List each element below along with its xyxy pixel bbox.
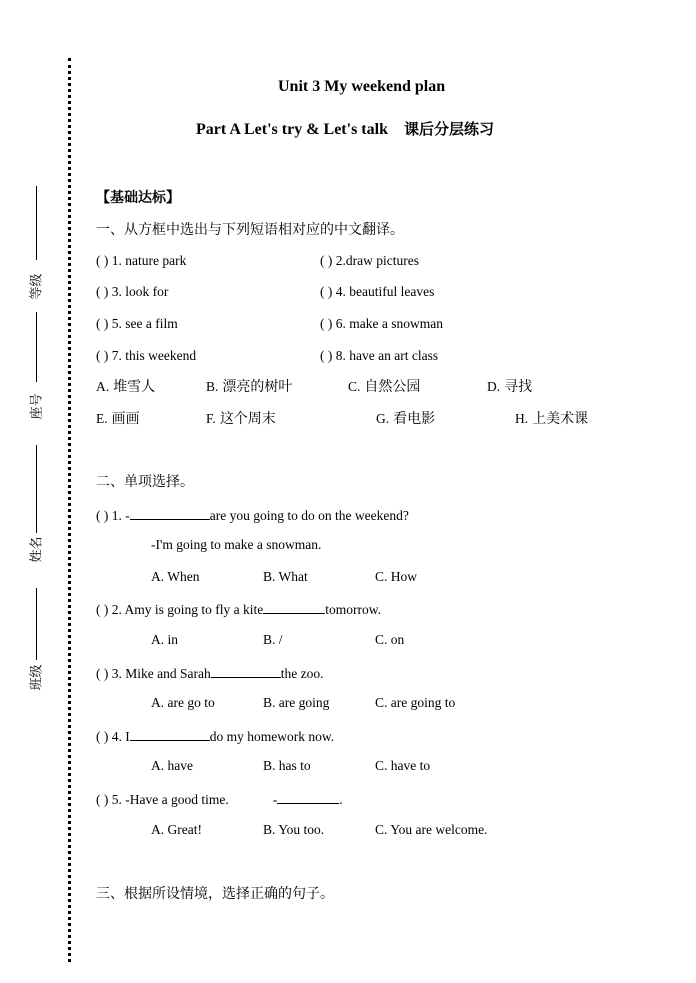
section2-heading: 二、单项选择。: [96, 474, 194, 490]
s2-q5-option-b: B. You too.: [263, 822, 325, 837]
s2-question-4: ( ) 4. I do my homework now.: [96, 729, 335, 744]
seat-label: 座号: [29, 393, 45, 420]
section3-heading: 三、根据所设情境，选择正确的句子。: [96, 886, 334, 902]
s1-item-1: ( ) 1. nature park: [96, 253, 187, 268]
s2-q5-option-c: C. You are welcome.: [375, 822, 488, 837]
s2-question-1-reply: -I'm going to make a snowman.: [151, 537, 322, 552]
s2-q2-option-c: C. on: [375, 632, 405, 647]
s1-option-c: C. 自然公园: [348, 379, 421, 395]
s1-option-f: F. 这个周末: [206, 411, 276, 427]
s1-option-b: B. 漂亮的树叶: [206, 379, 293, 395]
grade-label: 等级: [29, 273, 45, 300]
s2-q5-option-a: A. Great!: [151, 822, 202, 837]
subtitle-en: Part A Let's try & Let's talk: [196, 121, 388, 138]
subtitle-cn: 课后分层练习: [403, 120, 494, 138]
name-label: 姓名: [29, 536, 45, 563]
s2-q1-option-c: C. How: [375, 569, 418, 584]
s1-item-4: ( ) 4. beautiful leaves: [320, 284, 435, 299]
seat-blank-line: [36, 312, 37, 382]
basics-heading: 【基础达标】: [96, 190, 180, 206]
s2-q1-option-a: A. When: [151, 569, 200, 584]
class-label: 班级: [29, 664, 45, 691]
s1-item-3: ( ) 3. look for: [96, 284, 169, 299]
s1-item-2: ( ) 2.draw pictures: [320, 253, 419, 268]
s1-item-5: ( ) 5. see a film: [96, 316, 178, 331]
section1-heading: 一、从方框中选出与下列短语相对应的中文翻译。: [96, 222, 404, 238]
s2-q3-option-b: B. are going: [263, 695, 330, 710]
s2-q4-option-c: C. have to: [375, 758, 431, 773]
s1-option-g: G. 看电影: [376, 411, 436, 427]
s1-item-8: ( ) 8. have an art class: [320, 348, 439, 363]
answer-blank[interactable]: [211, 664, 281, 678]
answer-blank[interactable]: [130, 506, 210, 520]
s1-option-h: H. 上美术课: [515, 411, 589, 427]
s2-question-3: ( ) 3. Mike and Sarah the zoo.: [96, 666, 324, 681]
answer-blank[interactable]: [263, 600, 325, 614]
s2-q1-option-b: B. What: [263, 569, 308, 584]
answer-blank[interactable]: [130, 727, 210, 741]
binding-dotted-line: [68, 58, 72, 962]
page-title: Unit 3 My weekend plan: [278, 78, 446, 95]
s1-option-a: A. 堆雪人: [96, 379, 156, 395]
answer-blank[interactable]: [277, 790, 339, 804]
class-blank-line: [36, 588, 37, 660]
s2-question-1: ( ) 1. - are you going to do on the weekend?: [96, 508, 409, 523]
s2-question-2: ( ) 2. Amy is going to fly a kite tomorrow.: [96, 602, 381, 617]
s2-q4-option-a: A. have: [151, 758, 193, 773]
s2-q3-option-a: A. are go to: [151, 695, 215, 710]
s2-q3-option-c: C. are going to: [375, 695, 456, 710]
s2-question-5: ( ) 5. -Have a good time. - .: [96, 792, 343, 807]
grade-blank-line: [36, 186, 37, 260]
s1-option-d: D. 寻找: [487, 379, 533, 395]
name-blank-line: [36, 445, 37, 533]
s1-item-7: ( ) 7. this weekend: [96, 348, 197, 363]
s1-option-e: E. 画画: [96, 411, 140, 427]
s1-item-6: ( ) 6. make a snowman: [320, 316, 443, 331]
s2-q2-option-a: A. in: [151, 632, 178, 647]
page-subtitle: [196, 118, 494, 139]
s2-q4-option-b: B. has to: [263, 758, 311, 773]
s2-q2-option-b: B. /: [263, 632, 283, 647]
